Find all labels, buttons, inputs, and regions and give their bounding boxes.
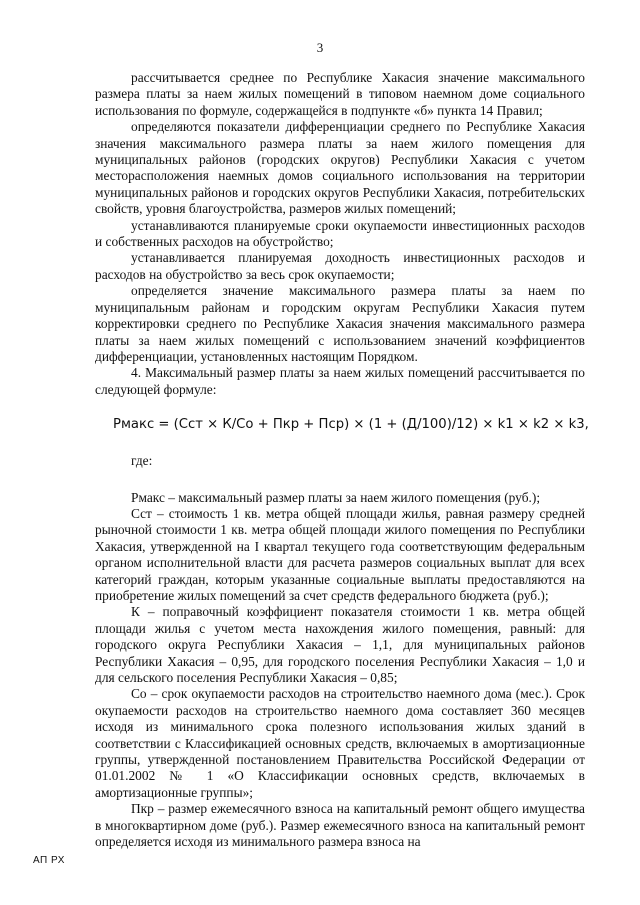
- paragraph-differentiation: определяются показатели дифференциации среднего по Республике Хакасия значения максимального размера платы за наем жилого помещения для муниципальных районов (городских округов) Республики Хакасия с учетом месторасположения наемных домов социального использования на территории муниципальных районов и городских округов Республики Хакасия, потребительских свойств, уровня благоустройства, размеров жилых помещений;: [95, 119, 585, 217]
- paragraph-formula-intro: 4. Максимальный размер платы за наем жилых помещений рассчитывается по следующей формуле:: [95, 365, 585, 397]
- paragraph-profitability: устанавливается планируемая доходность инвестиционных расходов и расходов на обустройство за весь срок окупаемости;: [95, 250, 585, 282]
- definition-rmaks: Рмакс – максимальный размер платы за наем жилого помещения (руб.);: [131, 489, 541, 505]
- max-payment-formula: Рмакс = (Сст × К/Со + Пкр + Пср) × (1 + (Д/100)/12) × k1 × k2 × k3,: [113, 417, 589, 433]
- document-body: [95, 70, 589, 850]
- paragraph-average-calculation: рассчитывается среднее по Республике Хакасия значение максимального размера платы за наем жилых помещений в типовом наемном доме социального использования по формуле, содержащейся в подпункте «б» пункта 14 Правил;: [95, 70, 585, 118]
- page-number: 3: [316, 40, 324, 55]
- footer-code: АП РХ: [33, 855, 65, 866]
- paragraph-payback-terms: устанавливаются планируемые сроки окупаемости инвестиционных расходов и собственных расходов на обустройство;: [95, 217, 585, 250]
- definition-k: К – поправочный коэффициент показателя стоимости 1 кв. метра общей площади жилья с учетом места нахождения жилого помещения, равный: для городского округа Республики Хакасия – 1,1, для муниципальных районов Республики Хакасия – 0,95, для городского поселения Республики Хакасия – 1,0 и для сельского поселения Республики Хакасия – 0,85;: [95, 604, 585, 685]
- definition-so: Со – срок окупаемости расходов на строительство наемного дома (мес.). Срок окупаемости расходов на строительство наемного дома составляет 360 месяцев исходя из минимального срока полезного использования жилых зданий в соответствии с Классификацией основных средств, включаемых в амортизационные группы, утвержденной постановлением Правительства Российской Федерации от 01.01.2002 № 1 «О Классификации основных средств, включаемых в амортизационные группы»;: [95, 686, 585, 800]
- definition-sst: Сст – стоимость 1 кв. метра общей площади жилья, равная размеру средней рыночной стоимости 1 кв. метра общей площади жилого помещения по Республики Хакасия, утвержденной на I квартал текущего года соответствующим федеральным органом исполнительной власти для расчета размеров социальных выплат для всех категорий граждан, которым указанные социальные выплаты предоставляются на приобретение жилых помещений за счет средств федерального бюджета (руб.);: [95, 505, 585, 603]
- where-label: где:: [131, 453, 153, 469]
- definition-pkr: Пкр – размер ежемесячного взноса на капитальный ремонт общего имущества в многоквартирном доме (руб.). Размер ежемесячного взноса на капитальный ремонт определяется исходя из минимального размера взноса на: [95, 801, 585, 850]
- paragraph-max-payment: определяется значение максимального размера платы за наем по муниципальным районам и городским округам Республики Хакасия путем корректировки среднего по Республике Хакасия значения максимального размера платы за наем жилых помещений с использованием значений коэффициентов дифференциации, установленных настоящим Порядком.: [95, 283, 585, 364]
